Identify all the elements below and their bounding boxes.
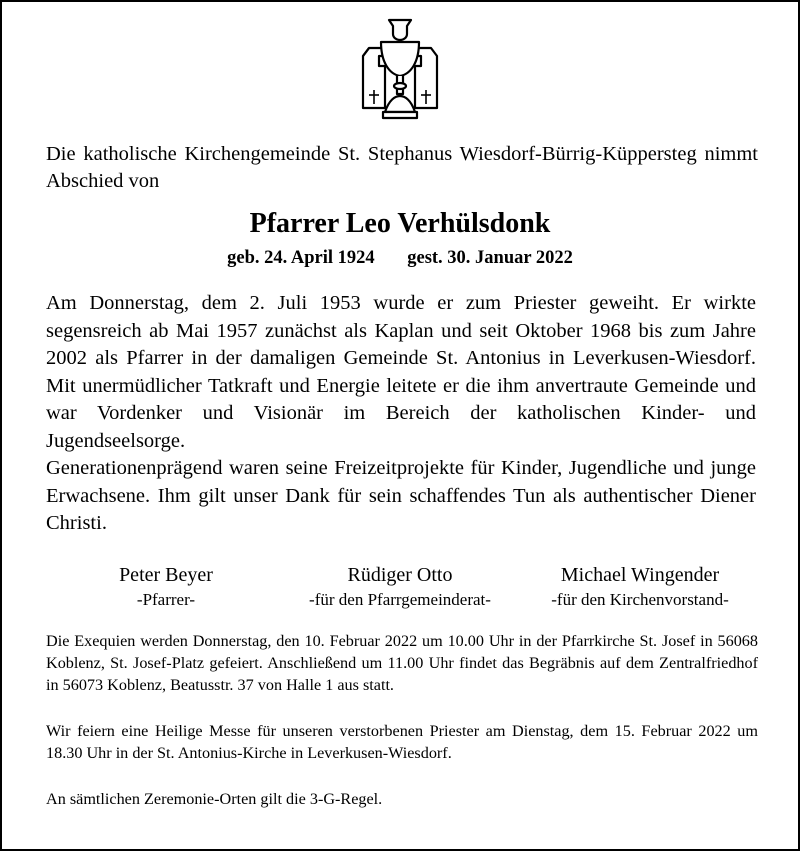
signatory-name: Peter Beyer xyxy=(119,564,213,586)
regel-notice: An sämtlichen Zeremonie-Orten gilt die 3-G-Regel. xyxy=(46,790,383,808)
birth-date: geb. 24. April 1924 xyxy=(227,248,375,268)
obituary-body xyxy=(46,290,756,538)
signatory-name: Rüdiger Otto xyxy=(347,564,453,586)
deceased-name: Pfarrer Leo Verhülsdonk xyxy=(249,208,551,239)
exequien-notice: Die Exequien werden Donnerstag, den 10. Februar 2022 um 10.00 Uhr in der Pfarrkirche St. Josef in 56068 Koblenz, St. Josef-Platz gefeiert. Anschließend um 11.00 Uhr findet das Begräbnis auf dem Zentralfriedhof in 56073 Koblenz, Beatusstr. 37 von Halle 1 aus statt. xyxy=(46,632,758,694)
body-paragraph-1: Am Donnerstag, dem 2. Juli 1953 wurde er zum Priester geweiht. Er wirkte segensreich ab Mai 1957 zunächst als Kaplan und seit Oktober 1968 bis zum Jahre 2002 als Pfarrer in der damaligen Gemeinde St. Antonius in Leverkusen-Wiesdorf. Mit unermüdlicher Tatkraft und Energie leitete er die ihm anvertraute Gemeinde und war Vordenker und Visionär im Bereich der katholischen Kinder- und Jugendseelsorge. xyxy=(46,292,756,452)
messe-notice: Wir feiern eine Heilige Messe für unseren verstorbenen Priester am Dienstag, dem 15. Februar 2022 um 18.30 Uhr in der St. Antonius-Kirche in Leverkusen-Wiesdorf. xyxy=(46,722,758,762)
signatory-2 xyxy=(280,562,520,611)
signatory-role: -für den Kirchenvorstand- xyxy=(551,590,729,609)
intro-text: Die katholische Kirchengemeinde St. Stephanus Wiesdorf-Bürrig-Küppersteg nimmt Abschied von xyxy=(46,143,758,192)
signatory-name: Michael Wingender xyxy=(560,564,720,586)
death-date: gest. 30. Januar 2022 xyxy=(407,248,573,268)
body-paragraph-2: Generationenprägend waren seine Freizeitprojekte für Kinder, Jugendliche und junge Erwachsene. Ihm gilt unser Dank für sein schaffendes Tun als authentischer Diener Christi. xyxy=(46,457,756,534)
chalice-with-stoles-icon xyxy=(355,12,445,132)
signatory-1 xyxy=(86,562,246,611)
signatory-3 xyxy=(520,562,760,611)
life-dates xyxy=(0,246,800,270)
signatory-role: -für den Pfarrgemeinderat- xyxy=(309,590,491,609)
signatory-role: -Pfarrer- xyxy=(136,590,196,609)
